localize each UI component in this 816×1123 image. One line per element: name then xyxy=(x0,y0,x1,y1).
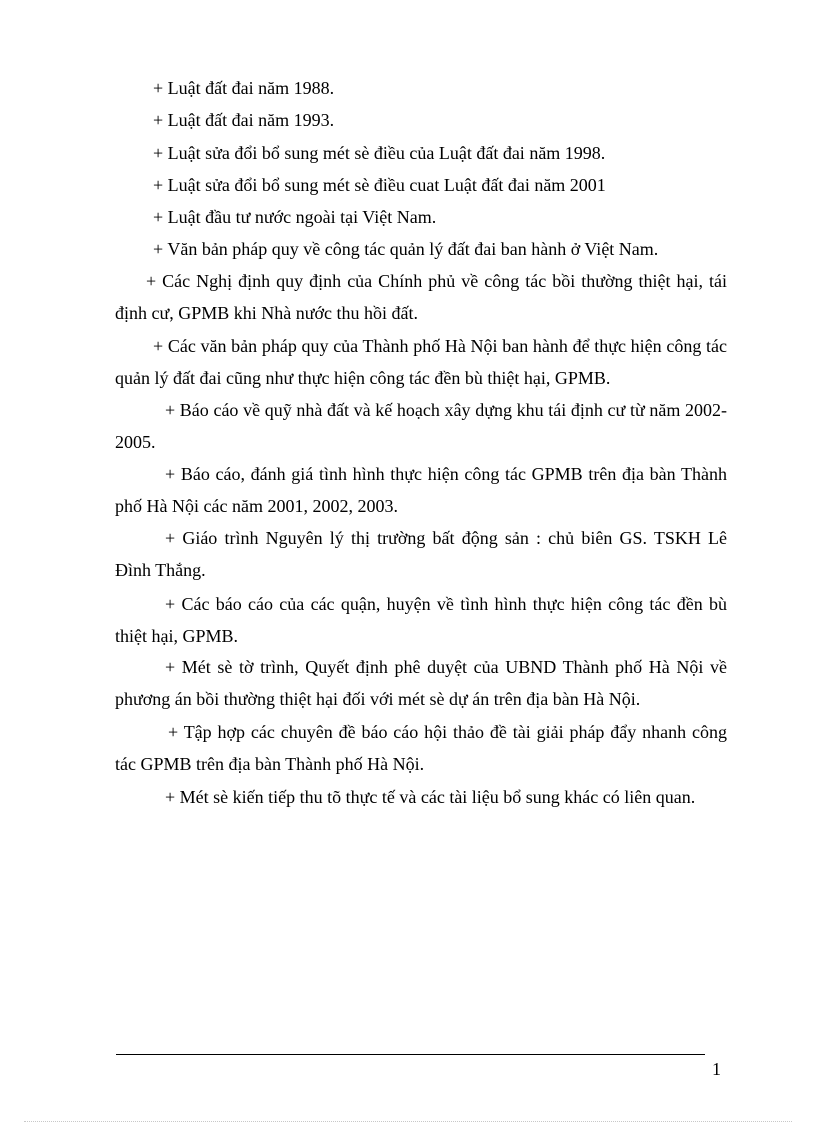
reference-item: + Văn bản pháp quy về công tác quản lý đất đai ban hành ở Việt Nam. xyxy=(153,239,659,259)
page-edge xyxy=(24,1121,792,1122)
reference-item: + Báo cáo, đánh giá tình hình thực hiện công tác GPMB trên địa bàn Thành phố Hà Nội các năm 2001, 2002, 2003. xyxy=(115,464,727,516)
page-number: 1 xyxy=(712,1059,721,1079)
reference-item: + Các báo cáo của các quận, huyện về tình hình thực hiện công tác đền bù thiệt hại, GPMB. xyxy=(115,594,727,646)
reference-item: + Tập hợp các chuyên đề báo cáo hội thảo đề tài giải pháp đẩy nhanh công tác GPMB trên địa bàn Thành phố Hà Nội. xyxy=(115,722,727,774)
footer-rule xyxy=(116,1054,705,1055)
reference-item: + Luật sửa đổi bổ sung mét sè điều cuat Luật đất đai năm 2001 xyxy=(153,175,606,195)
reference-item: + Báo cáo về quỹ nhà đất và kế hoạch xây dựng khu tái định cư từ năm 2002- 2005. xyxy=(115,400,727,452)
reference-item: + Các Nghị định quy định của Chính phủ về công tác bồi thường thiệt hại, tái định cư, GPMB khi Nhà nước thu hồi đất. xyxy=(115,271,727,323)
reference-item: + Luật đất đai năm 1988. xyxy=(153,78,335,98)
reference-item: + Các văn bản pháp quy của Thành phố Hà Nội ban hành để thực hiện công tác quản lý đất đai cũng như thực hiện công tác đền bù thiệt hại, GPMB. xyxy=(115,336,727,388)
reference-item: + Luật sửa đổi bổ sung mét sè điều của Luật đất đai năm 1998. xyxy=(153,143,606,163)
reference-item: + Luật đầu tư nước ngoài tại Việt Nam. xyxy=(153,207,437,227)
reference-item: + Mét sè kiến tiếp thu tõ thực tế và các tài liệu bổ sung khác có liên quan. xyxy=(165,787,696,807)
reference-item: + Giáo trình Nguyên lý thị trường bất động sản : chủ biên GS. TSKH Lê Đình Thắng. xyxy=(115,528,727,580)
reference-item: + Mét sè tờ trình, Quyết định phê duyệt của UBND Thành phố Hà Nội về phương án bồi thường thiệt hại đối với mét sè dự án trên địa bàn Hà Nội. xyxy=(115,657,727,709)
reference-item: + Luật đất đai năm 1993. xyxy=(153,110,335,130)
